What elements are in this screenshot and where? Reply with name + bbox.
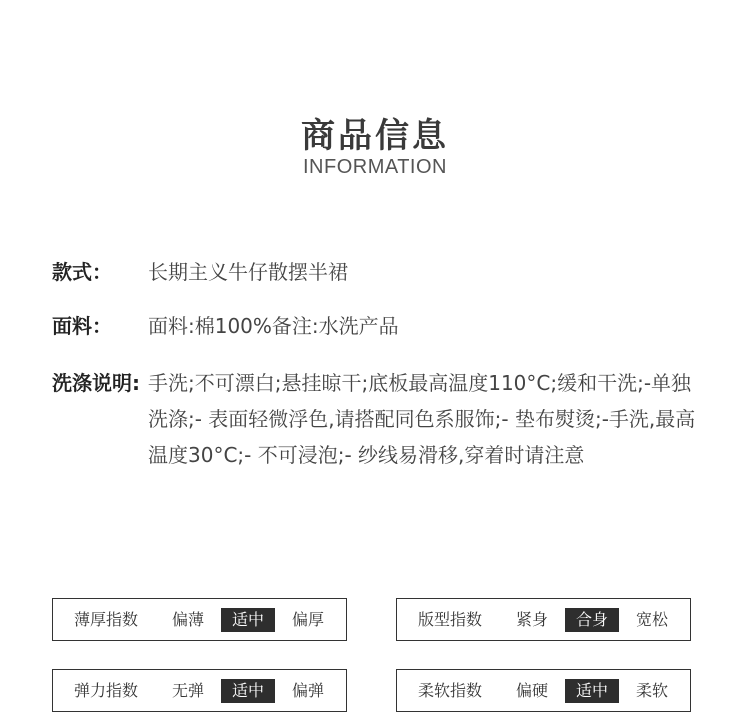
index-name: 弹力指数 [74,681,139,700]
index-option: 偏厚 [291,610,324,629]
index-option-selected: 适中 [221,608,275,632]
page-subtitle: INFORMATION [302,156,447,178]
info-value: 长期主义牛仔散摆半裙 [148,260,348,284]
index-option-selected: 合身 [565,608,619,632]
info-value: 手洗;不可漂白;悬挂晾干;底板最高温度110°C;缓和干洗;-单独洗涤;- 表面轻微浮色,请搭配同色系服饰;- 垫布熨烫;-手洗,最高温度30°C;- 不可浸泡;- 纱线易滑移,穿着时请注意 [148,371,696,467]
index-option: 紧身 [515,610,548,629]
page-title: 商品信息 [301,116,449,156]
index-option: 宽松 [635,610,668,629]
index-option: 无弹 [171,681,204,700]
index-option-selected: 适中 [221,679,275,703]
info-label: 面料： [52,314,112,338]
thickness-index-box [52,598,347,641]
index-option: 偏硬 [515,681,548,700]
info-label: 洗涤说明: [52,371,140,395]
info-label: 款式： [52,260,112,284]
index-option-selected: 适中 [565,679,619,703]
index-option: 柔软 [635,681,668,700]
info-value: 面料:棉100%备注:水洗产品 [148,314,399,338]
index-option: 偏弹 [291,681,324,700]
index-option: 偏薄 [171,610,204,629]
elasticity-index-box [52,669,347,712]
index-name: 柔软指数 [418,681,483,700]
softness-index-box [396,669,691,712]
index-name: 版型指数 [418,610,483,629]
fit-index-box [396,598,691,641]
index-name: 薄厚指数 [74,610,139,629]
